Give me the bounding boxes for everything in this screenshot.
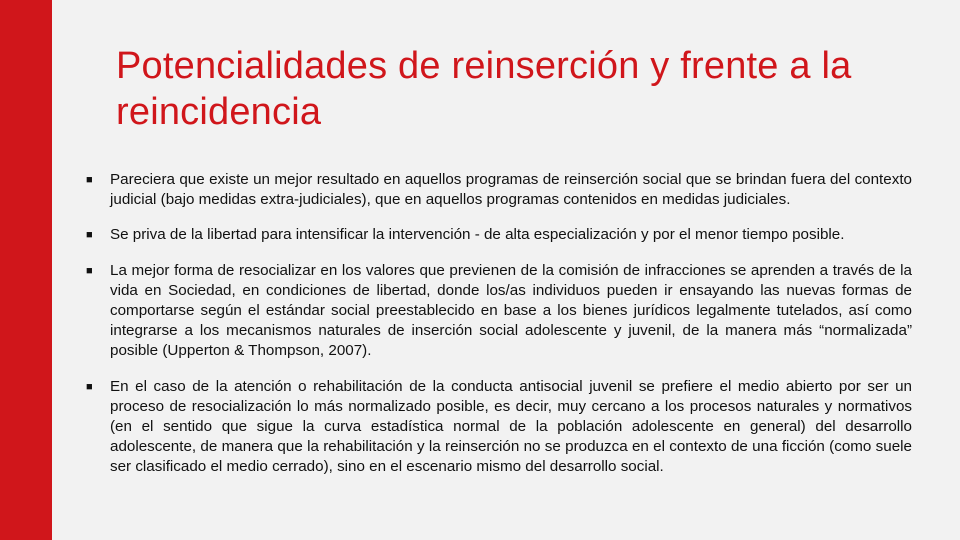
bullet-text: Pareciera que existe un mejor resultado en aquellos programas de reinserción social que se brindan fuera del contexto judicial (bajo medidas extra-judiciales), que en aquellos programas contenidos en medidas judiciales. xyxy=(110,171,912,209)
square-bullet-icon: ■ xyxy=(86,380,93,393)
square-bullet-icon: ■ xyxy=(86,264,93,277)
bullet-list xyxy=(86,170,912,493)
square-bullet-icon: ■ xyxy=(86,229,93,242)
bullet-item xyxy=(86,225,912,245)
bullet-item xyxy=(86,377,912,478)
bullet-text: En el caso de la atención o rehabilitación de la conducta antisocial juvenil se prefiere el medio abierto por ser un proceso de resocialización lo más normalizado posible, es decir, muy cercano a los procesos naturales y normativos (en el sentido que sigue la curva estadística normal de la población adolescente en general) del desarrollo adolescente, de manera que la rehabilitación y la reinserción no se produzca en el contexto de una ficción (como suele ser clasificado el medio cerrado), sino en el escenario mismo del desarrollo social. xyxy=(110,377,912,476)
square-bullet-icon: ■ xyxy=(86,174,93,186)
bullet-text: Se priva de la libertad para intensificar la intervención - de alta especialización y por el menor tiempo posible. xyxy=(110,226,845,244)
slide-title: Potencialidades de reinserción y frente a la reincidencia xyxy=(116,45,852,133)
left-accent-bar xyxy=(0,0,52,540)
bullet-item xyxy=(86,170,912,210)
bullet-item xyxy=(86,261,912,362)
bullet-text: La mejor forma de resocializar en los valores que previenen de la comisión de infracciones se aprenden a través de la vida en Sociedad, en condiciones de libertad, donde los/as individuos pueden ir ensayando las nuevas formas de comportarse según el estándar social preestablecido en base a los bienes jurídicos legalmente tutelados, así como integrarse a los mecanismos naturales de inserción social adolescente y juvenil, de la manera más “normalizada” posible (Upperton & Thompson, 2007). xyxy=(110,261,912,360)
